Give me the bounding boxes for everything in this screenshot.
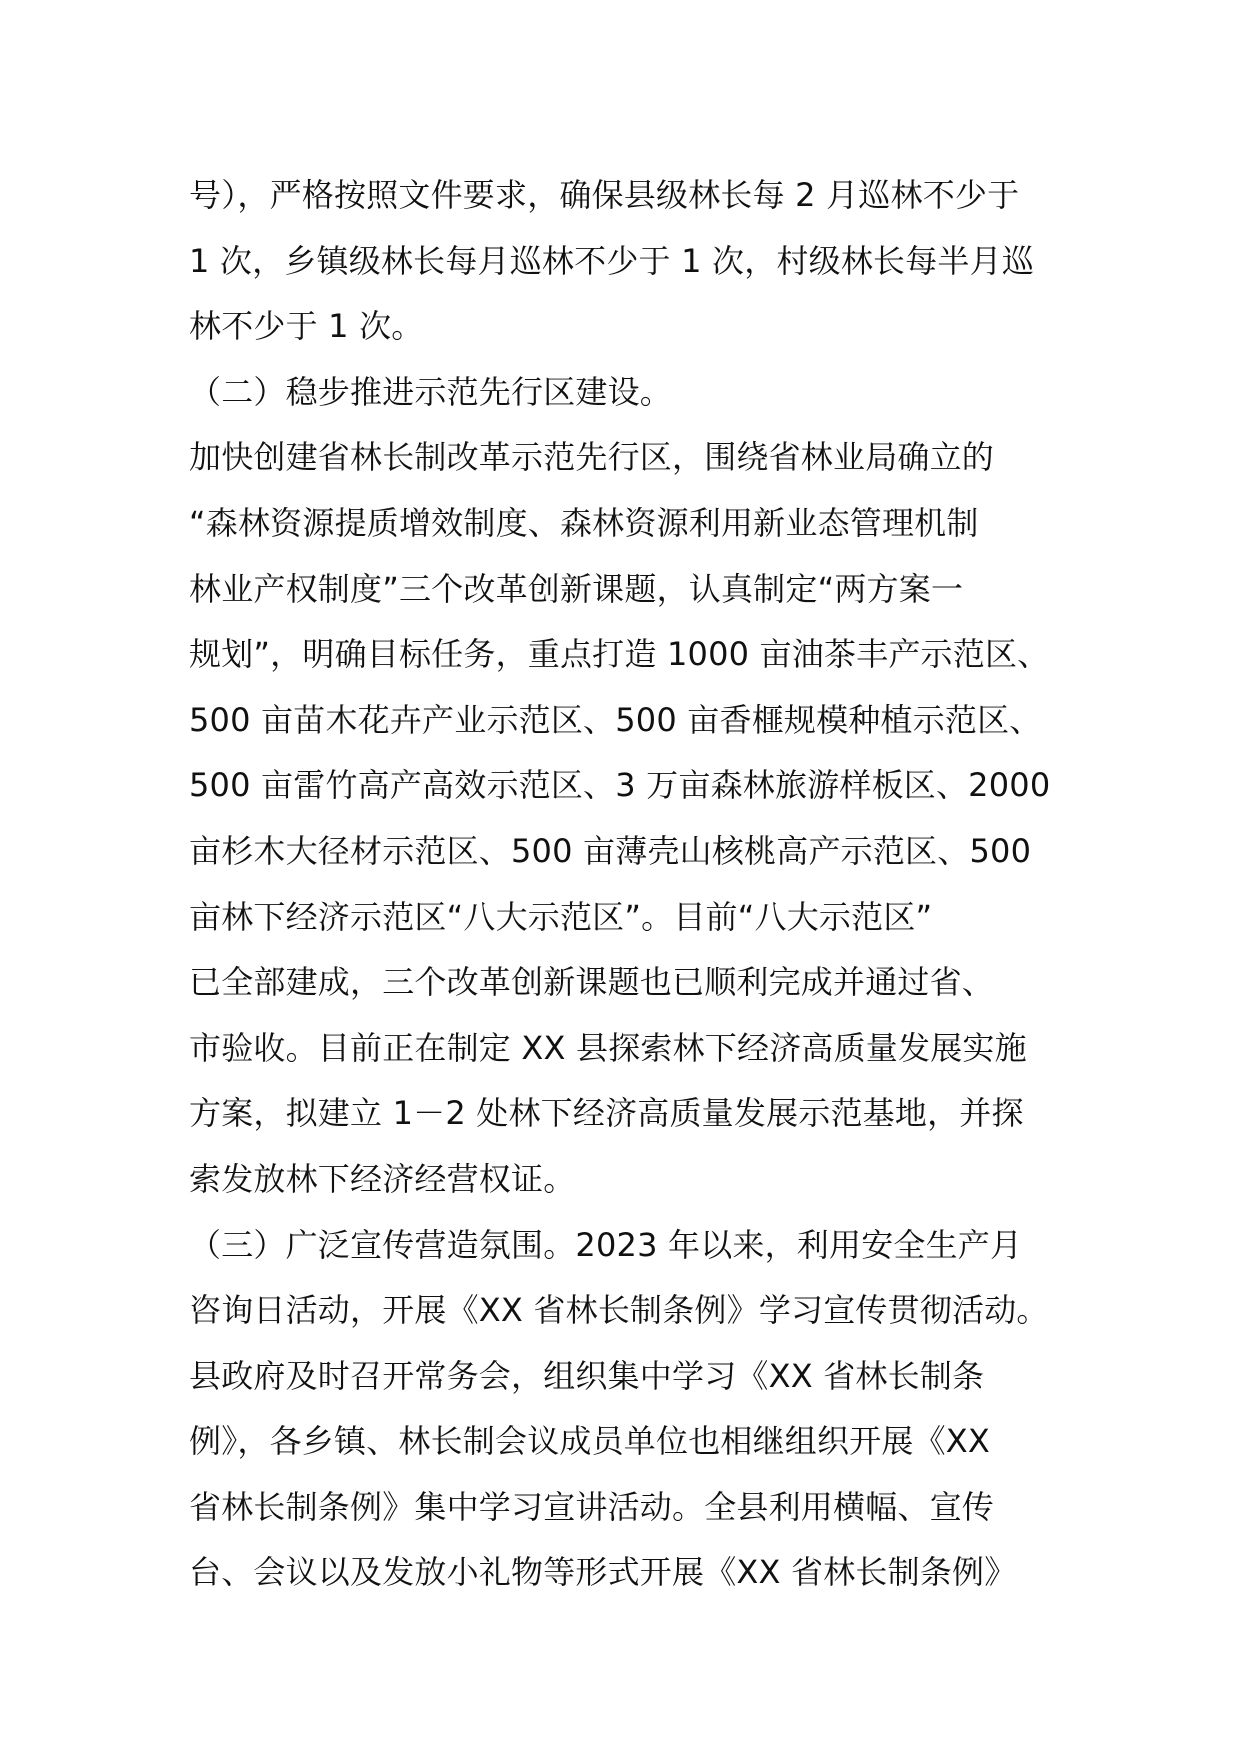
text-line: 索发放林下经济经营权证。 xyxy=(189,1159,576,1198)
text-line: 已全部建成，三个改革创新课题也已顺利完成并通过省、 xyxy=(189,963,995,1002)
text-line: 市验收。目前正在制定 XX 县探索林下经济高质量发展实施 xyxy=(189,1028,1027,1067)
text-line: 县政府及时召开常务会，组织集中学习《XX 省林长制条 xyxy=(189,1356,985,1395)
text-line: 台、会议以及发放小礼物等形式开展《XX 省林长制条例》 xyxy=(189,1553,1017,1592)
text-line: 亩林下经济示范区“八大示范区”。目前“八大示范区” xyxy=(189,897,933,936)
text-line: 亩杉木大径材示范区、500 亩薄壳山核桃高产示范区、500 xyxy=(189,831,1032,870)
text-line: 500 亩苗木花卉产业示范区、500 亩香榧规模种植示范区、 xyxy=(189,700,1042,739)
text-line: 林不少于 1 次。 xyxy=(189,307,424,346)
text-line: 1 次，乡镇级林长每月巡林不少于 1 次，村级林长每半月巡 xyxy=(189,241,1035,280)
section-heading: （二）稳步推进示范先行区建设。 xyxy=(189,372,673,411)
body-text xyxy=(189,163,1089,1606)
text-line: 林业产权制度”三个改革创新课题，认真制定“两方案一 xyxy=(189,569,964,608)
text-line: 例》，各乡镇、林长制会议成员单位也相继组织开展《XX xyxy=(189,1422,991,1461)
text-line: 规划”，明确目标任务，重点打造 1000 亩油茶丰产示范区、 xyxy=(189,635,1050,674)
text-line: 方案，拟建立 1－2 处林下经济高质量发展示范基地，并探 xyxy=(189,1094,1024,1133)
text-line: 咨询日活动，开展《XX 省林长制条例》学习宣传贯彻活动。 xyxy=(189,1291,1049,1330)
text-line: “森林资源提质增效制度、森林资源利用新业态管理机制 xyxy=(189,503,979,542)
text-line: 省林长制条例》集中学习宣讲活动。全县利用横幅、宣传 xyxy=(189,1487,995,1526)
text-line: 号），严格按照文件要求，确保县级林长每 2 月巡林不少于 xyxy=(189,176,1020,214)
section-heading: （三）广泛宣传营造氛围。2023 年以来，利用安全生产月 xyxy=(189,1225,1023,1264)
text-line: 500 亩雷竹高产高效示范区、3 万亩森林旅游样板区、2000 xyxy=(189,766,1051,805)
text-line: 加快创建省林长制改革示范先行区，围绕省林业局确立的 xyxy=(189,438,995,477)
